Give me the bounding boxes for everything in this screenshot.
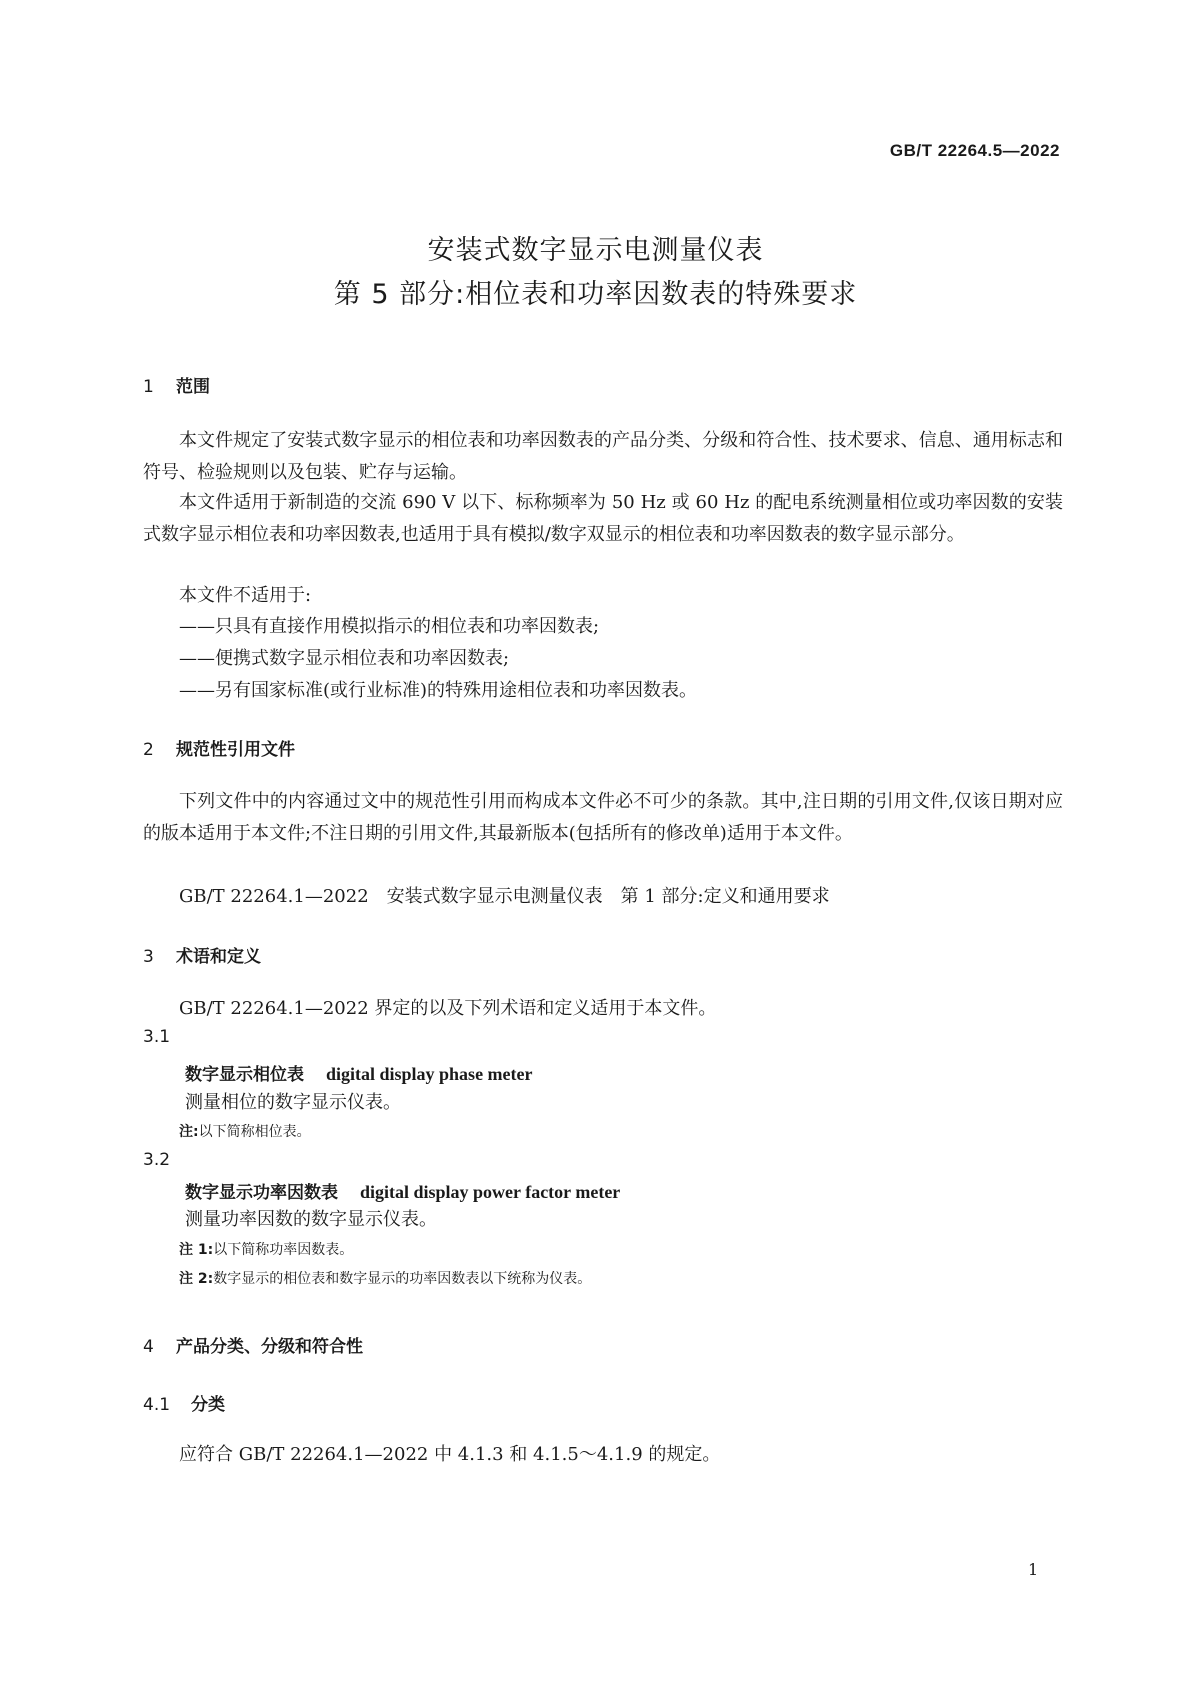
- classification-text: 应符合 GB/T 22264.1—2022 中 4.1.3 和 4.1.5～4.1.9 的规定。: [179, 1444, 721, 1465]
- term-note: [179, 1121, 311, 1141]
- section-number: 1: [143, 377, 154, 397]
- section-number: 4: [143, 1337, 154, 1357]
- note-label: 注:: [179, 1124, 199, 1140]
- term-note: [179, 1239, 353, 1259]
- reference-title: 安装式数字显示电测量仪表 第 1 部分:定义和通用要求: [386, 886, 830, 907]
- terms-intro: GB/T 22264.1—2022 界定的以及下列术语和定义适用于本文件。: [179, 998, 717, 1019]
- not-applicable-intro: 本文件不适用于:: [179, 585, 312, 606]
- note-label: 注 1:: [179, 1242, 214, 1258]
- section-title: 产品分类、分级和符合性: [176, 1337, 363, 1357]
- term-definition: 测量相位的数字显示仪表。: [185, 1092, 401, 1113]
- scope-paragraph-2: 本文件适用于新制造的交流 690 V 以下、标称频率为 50 Hz 或 60 Hz 的配电系统测量相位或功率因数的安装式数字显示相位表和功率因数表,也适用于具有模拟/数字双显示的相位表和功率因数表的数字显示部分。: [143, 492, 1063, 545]
- term-number: 3.2: [143, 1150, 171, 1170]
- term-chinese: 数字显示功率因数表: [185, 1183, 338, 1203]
- subsection-4-1-heading: [143, 1390, 225, 1415]
- note-text: 数字显示的相位表和数字显示的功率因数表以下统称为仪表。: [213, 1271, 592, 1287]
- subsection-title: 分类: [191, 1395, 225, 1415]
- subsection-number: 4.1: [143, 1395, 171, 1415]
- term-definition: 测量功率因数的数字显示仪表。: [185, 1209, 437, 1230]
- section-2-heading: [143, 735, 295, 760]
- scope-paragraph-1: 本文件规定了安装式数字显示的相位表和功率因数表的产品分类、分级和符合性、技术要求、信息、通用标志和符号、检验规则以及包装、贮存与运输。: [143, 430, 1063, 483]
- list-item: ——只具有直接作用模拟指示的相位表和功率因数表;: [179, 616, 600, 637]
- section-title: 范围: [176, 377, 210, 397]
- section-title: 术语和定义: [176, 947, 261, 967]
- term-number: 3.1: [143, 1027, 171, 1047]
- note-text: 以下简称功率因数表。: [213, 1242, 354, 1258]
- list-item: ——另有国家标准(或行业标准)的特殊用途相位表和功率因数表。: [179, 680, 698, 701]
- note-label: 注 2:: [179, 1271, 214, 1287]
- section-title: 规范性引用文件: [176, 740, 295, 760]
- section-1-heading: [143, 372, 210, 397]
- document-title-line2: 第 5 部分:相位表和功率因数表的特殊要求: [333, 279, 858, 310]
- term-note: [179, 1268, 591, 1288]
- normative-references-paragraph: 下列文件中的内容通过文中的规范性引用而构成本文件必不可少的条款。其中,注日期的引用文件,仅该日期对应的版本适用于本文件;不注日期的引用文件,其最新版本(包括所有的修改单)适用于本文件。: [143, 791, 1063, 844]
- section-number: 2: [143, 740, 154, 760]
- term-english: digital display power factor meter: [360, 1182, 621, 1202]
- section-4-heading: [143, 1332, 363, 1357]
- standard-number: GB/T 22264.5—2022: [889, 141, 1060, 160]
- reference-number: GB/T 22264.1—2022: [179, 886, 369, 907]
- term-chinese: 数字显示相位表: [185, 1065, 304, 1085]
- section-3-heading: [143, 942, 261, 967]
- term-english: digital display phase meter: [326, 1064, 533, 1084]
- page-number: 1: [1028, 1560, 1039, 1579]
- list-item: ——便携式数字显示相位表和功率因数表;: [179, 648, 510, 669]
- reference-entry: [179, 882, 830, 908]
- term-heading: [185, 1060, 533, 1085]
- section-number: 3: [143, 947, 154, 967]
- note-text: 以下简称相位表。: [198, 1124, 311, 1140]
- term-heading: [185, 1178, 620, 1203]
- document-title-line1: 安装式数字显示电测量仪表: [427, 235, 764, 266]
